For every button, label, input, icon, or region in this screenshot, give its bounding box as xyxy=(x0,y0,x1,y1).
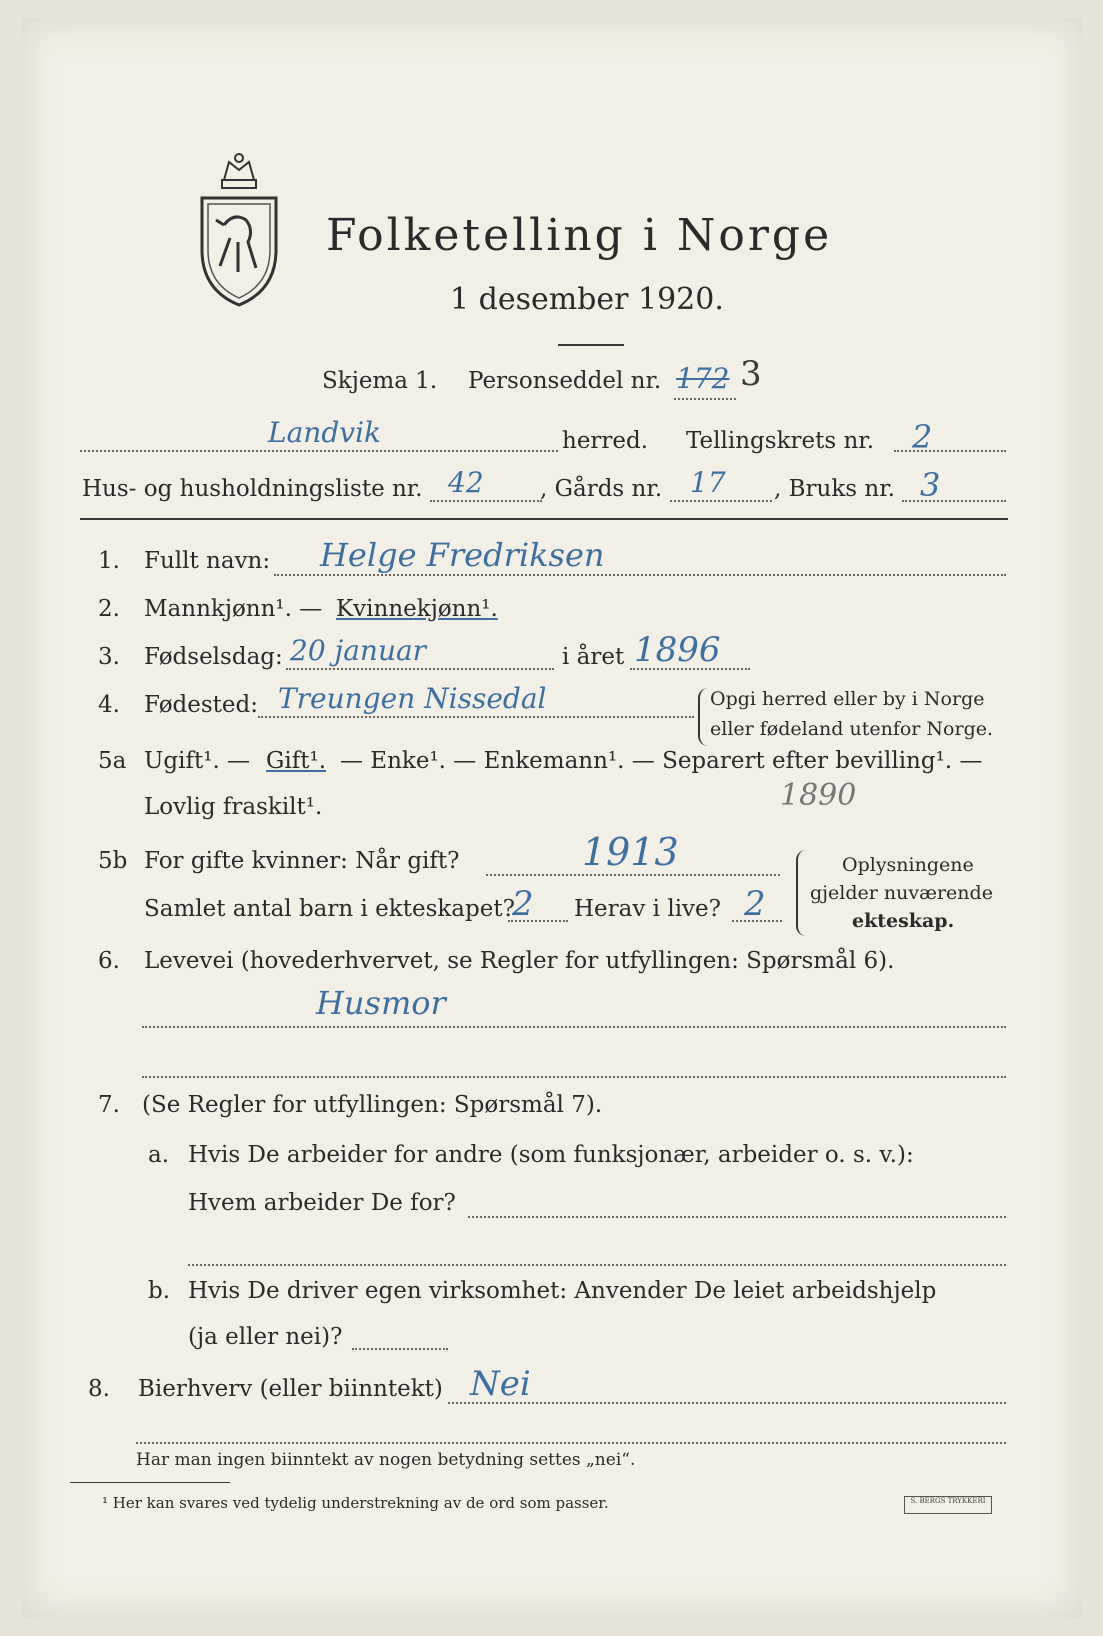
q7b-line2: (ja eller nei)? xyxy=(188,1324,343,1350)
bruks-label: , Bruks nr. xyxy=(774,476,895,502)
footnote-rule xyxy=(70,1482,230,1483)
q4-note-line1: Opgi herred eller by i Norge xyxy=(710,688,985,710)
schema-label: Skjema 1. xyxy=(322,368,438,394)
coat-of-arms-icon xyxy=(194,150,284,310)
q3-label: Fødselsdag: xyxy=(144,644,283,670)
q8-label: Bierhverv (eller biinntekt) xyxy=(138,1376,443,1402)
q2-number: 2. xyxy=(98,596,120,622)
q2-male: Mannkjønn¹. — xyxy=(144,596,323,622)
tellingskrets-value: 2 xyxy=(912,418,933,456)
husholdning-label: Hus- og husholdningsliste nr. xyxy=(82,476,423,502)
q1-label: Fullt navn: xyxy=(144,548,271,574)
personseddel-struck-value: 172 xyxy=(676,362,730,395)
q5a-gift: Gift¹. xyxy=(266,748,327,774)
q1-value: Helge Fredriksen xyxy=(320,536,605,574)
census-form xyxy=(22,18,1082,1618)
q5b-label: For gifte kvinner: Når gift? xyxy=(144,848,460,874)
q5b-barn-value: 2 xyxy=(512,884,534,924)
q4-number: 4. xyxy=(98,692,120,718)
q5b-barn-label: Samlet antal barn i ekteskapet? xyxy=(144,896,515,922)
q8-value: Nei xyxy=(470,1364,531,1404)
footnote: ¹ Her kan svares ved tydelig understrekning av de ord som passer. xyxy=(102,1494,609,1512)
q5a-ugift: Ugift¹. — xyxy=(144,748,251,774)
q7-label: (Se Regler for utfyllingen: Spørsmål 7). xyxy=(142,1092,603,1118)
q7a-line1: Hvis De arbeider for andre (som funksjonær, arbeider o. s. v.): xyxy=(188,1142,914,1168)
personseddel-label: Personseddel nr. xyxy=(468,368,662,394)
q1-number: 1. xyxy=(98,548,120,574)
husholdning-value: 42 xyxy=(448,466,484,499)
personseddel-value: 3 xyxy=(740,354,762,394)
q5b-note-line1: Oplysningene xyxy=(842,854,974,876)
gards-label: , Gårds nr. xyxy=(540,476,663,502)
q5b-note-line3: ekteskap. xyxy=(852,910,955,932)
q7b-letter: b. xyxy=(148,1278,171,1304)
q5a-margin-note: 1890 xyxy=(780,778,857,813)
q8-note: Har man ingen biinntekt av nogen betydning settes „nei“. xyxy=(136,1450,636,1470)
herred-value: Landvik xyxy=(268,416,381,449)
q5b-live-value: 2 xyxy=(744,884,766,924)
q5a-line2: Lovlig fraskilt¹. xyxy=(144,794,323,820)
printer-stamp: S. BERGS TRYKKERI xyxy=(904,1496,992,1514)
q6-label: Levevei (hovederhvervet, se Regler for utfyllingen: Spørsmål 6). xyxy=(144,948,895,974)
q3-day-value: 20 januar xyxy=(290,634,427,667)
q3-number: 3. xyxy=(98,644,120,670)
q2-female: Kvinnekjønn¹. xyxy=(336,596,498,622)
tellingskrets-label: Tellingskrets nr. xyxy=(686,428,875,454)
q5a-number: 5a xyxy=(98,748,127,774)
q7a-letter: a. xyxy=(148,1142,170,1168)
q5b-year-value: 1913 xyxy=(582,830,679,874)
bruks-value: 3 xyxy=(920,466,941,504)
q5b-live-label: Herav i live? xyxy=(574,896,721,922)
header-rule xyxy=(80,518,1008,520)
title-divider xyxy=(558,344,624,346)
q7-number: 7. xyxy=(98,1092,120,1118)
gards-value: 17 xyxy=(690,466,726,499)
q6-value: Husmor xyxy=(316,984,446,1022)
q3-year-value: 1896 xyxy=(634,630,721,670)
q4-label: Fødested: xyxy=(144,692,259,718)
q6-number: 6. xyxy=(98,948,120,974)
q7a-line2: Hvem arbeider De for? xyxy=(188,1190,456,1216)
q5b-number: 5b xyxy=(98,848,128,874)
herred-label: herred. xyxy=(562,428,649,454)
q5b-note-line2: gjelder nuværende xyxy=(810,882,993,904)
q5a-rest: — Enke¹. — Enkemann¹. — Separert efter bevilling¹. — xyxy=(340,748,983,774)
form-date: 1 desember 1920. xyxy=(450,282,724,317)
q8-number: 8. xyxy=(88,1376,110,1402)
q7b-line1: Hvis De driver egen virksomhet: Anvender De leiet arbeidshjelp xyxy=(188,1278,937,1304)
q4-note-line2: eller fødeland utenfor Norge. xyxy=(710,718,994,740)
q4-value: Treungen Nissedal xyxy=(278,682,547,715)
form-title: Folketelling i Norge xyxy=(326,210,833,261)
q3-year-label: i året xyxy=(562,644,625,670)
